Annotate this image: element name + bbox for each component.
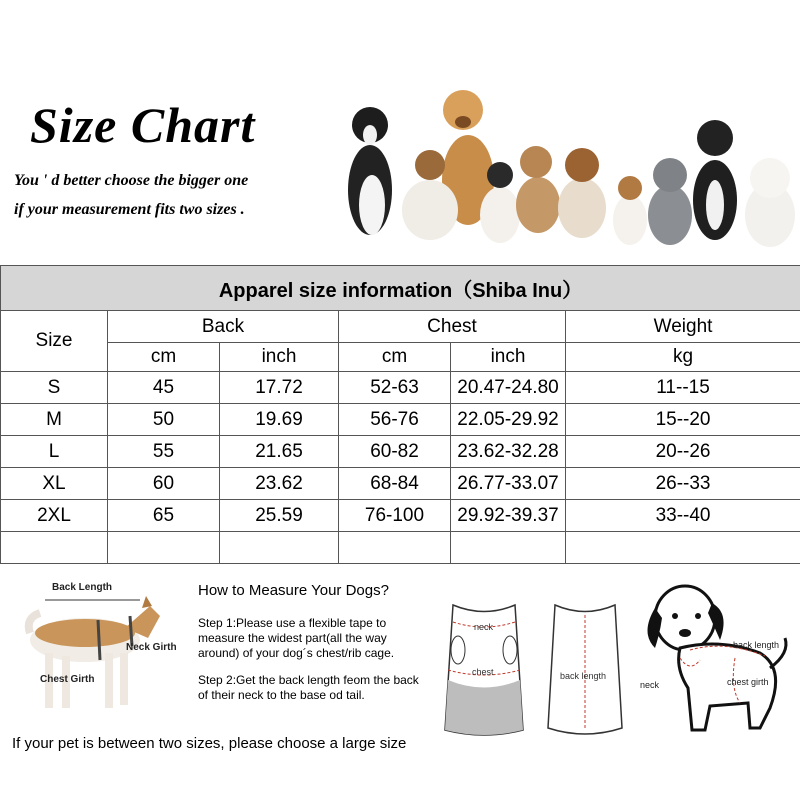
- back-length-label: Back Length: [52, 582, 113, 593]
- back-inch-cell: 19.69: [220, 404, 339, 436]
- step-2-text: Step 2:Get the back length feom the back of their neck to the base od tail.: [198, 673, 419, 702]
- back-inch-cell: 25.59: [220, 500, 339, 532]
- pet-french-bulldog: [693, 120, 737, 240]
- vest-chest-label: chest: [472, 667, 494, 677]
- weight-cell: 20--26: [566, 436, 800, 468]
- size-header: Size: [1, 311, 108, 372]
- pet-border-collie: [348, 107, 392, 235]
- back-cm-cell: 65: [108, 500, 220, 532]
- pet-beagle: [558, 148, 606, 238]
- cartoon-chest-girth-label: chest girth: [727, 677, 769, 687]
- chest-inch-cell: 29.92-39.37: [451, 500, 566, 532]
- side-dog-illustration: [10, 578, 195, 728]
- pet-grey-cat: [648, 158, 692, 245]
- back-cm-cell: 50: [108, 404, 220, 436]
- back-cm-cell: 55: [108, 436, 220, 468]
- size-cell: M: [1, 404, 108, 436]
- page-title: Size Chart: [30, 97, 256, 153]
- chest-girth-label: Chest Girth: [40, 674, 95, 685]
- size-cell: XL: [1, 468, 108, 500]
- chest-cm-cell: 52-63: [339, 372, 451, 404]
- back-inch-cell: 17.72: [220, 372, 339, 404]
- unit-back-inch: inch: [220, 343, 339, 372]
- cartoon-dog-illustration: [640, 578, 798, 740]
- unit-weight-kg: kg: [566, 343, 800, 372]
- empty-table-row: [1, 532, 800, 564]
- chest-cm-cell: 76-100: [339, 500, 451, 532]
- back-cm-cell: 60: [108, 468, 220, 500]
- chest-cm-cell: 68-84: [339, 468, 451, 500]
- chest-header: Chest: [339, 311, 566, 343]
- pet-chihuahua: [613, 176, 647, 245]
- unit-back-cm: cm: [108, 343, 220, 372]
- neck-girth-label: Neck Girth: [126, 642, 177, 653]
- table-row: [1, 500, 800, 532]
- vest-neck-label: neck: [474, 622, 494, 632]
- chest-inch-cell: 22.05-29.92: [451, 404, 566, 436]
- size-cell: 2XL: [1, 500, 108, 532]
- cartoon-neck-label: neck: [640, 680, 660, 690]
- weight-cell: 33--40: [566, 500, 800, 532]
- step-1-text: Step 1:Please use a flexible tape to measure the widest part(all the way around) of your dog´s chest/rib cage.: [198, 616, 395, 660]
- vest-back-length-label: back length: [560, 671, 607, 681]
- chest-inch-cell: 20.47-24.80: [451, 372, 566, 404]
- table-row: [1, 372, 800, 404]
- back-inch-cell: 21.65: [220, 436, 339, 468]
- chest-cm-cell: 60-82: [339, 436, 451, 468]
- vest-back-diagram: [540, 600, 630, 740]
- table-row: [1, 404, 800, 436]
- back-cm-cell: 45: [108, 372, 220, 404]
- table-caption: Apparel size information（Shiba Inu）: [1, 266, 800, 311]
- back-inch-cell: 23.62: [220, 468, 339, 500]
- size-cell: S: [1, 372, 108, 404]
- cartoon-back-length-label: back length: [733, 640, 780, 650]
- weight-cell: 15--20: [566, 404, 800, 436]
- unit-chest-inch: inch: [451, 343, 566, 372]
- measure-title: How to Measure Your Dogs?: [198, 582, 389, 599]
- pet-pekingese: [516, 146, 560, 233]
- subtitle-line-1: You ' d better choose the bigger one: [14, 172, 249, 189]
- chest-inch-cell: 26.77-33.07: [451, 468, 566, 500]
- chest-inch-cell: 23.62-32.28: [451, 436, 566, 468]
- back-header: Back: [108, 311, 339, 343]
- size-cell: L: [1, 436, 108, 468]
- table-row: [1, 436, 800, 468]
- footer-note: If your pet is between two sizes, please choose a large size: [12, 735, 407, 752]
- chest-cm-cell: 56-76: [339, 404, 451, 436]
- pet-white-cat: [745, 158, 795, 247]
- size-table: [0, 265, 800, 564]
- weight-cell: 26--33: [566, 468, 800, 500]
- weight-cell: 11--15: [566, 372, 800, 404]
- table-row: [1, 468, 800, 500]
- weight-header: Weight: [566, 311, 800, 343]
- unit-chest-cm: cm: [339, 343, 451, 372]
- subtitle-line-2: if your measurement fits two sizes .: [14, 201, 245, 218]
- pets-group-photo: [330, 80, 800, 255]
